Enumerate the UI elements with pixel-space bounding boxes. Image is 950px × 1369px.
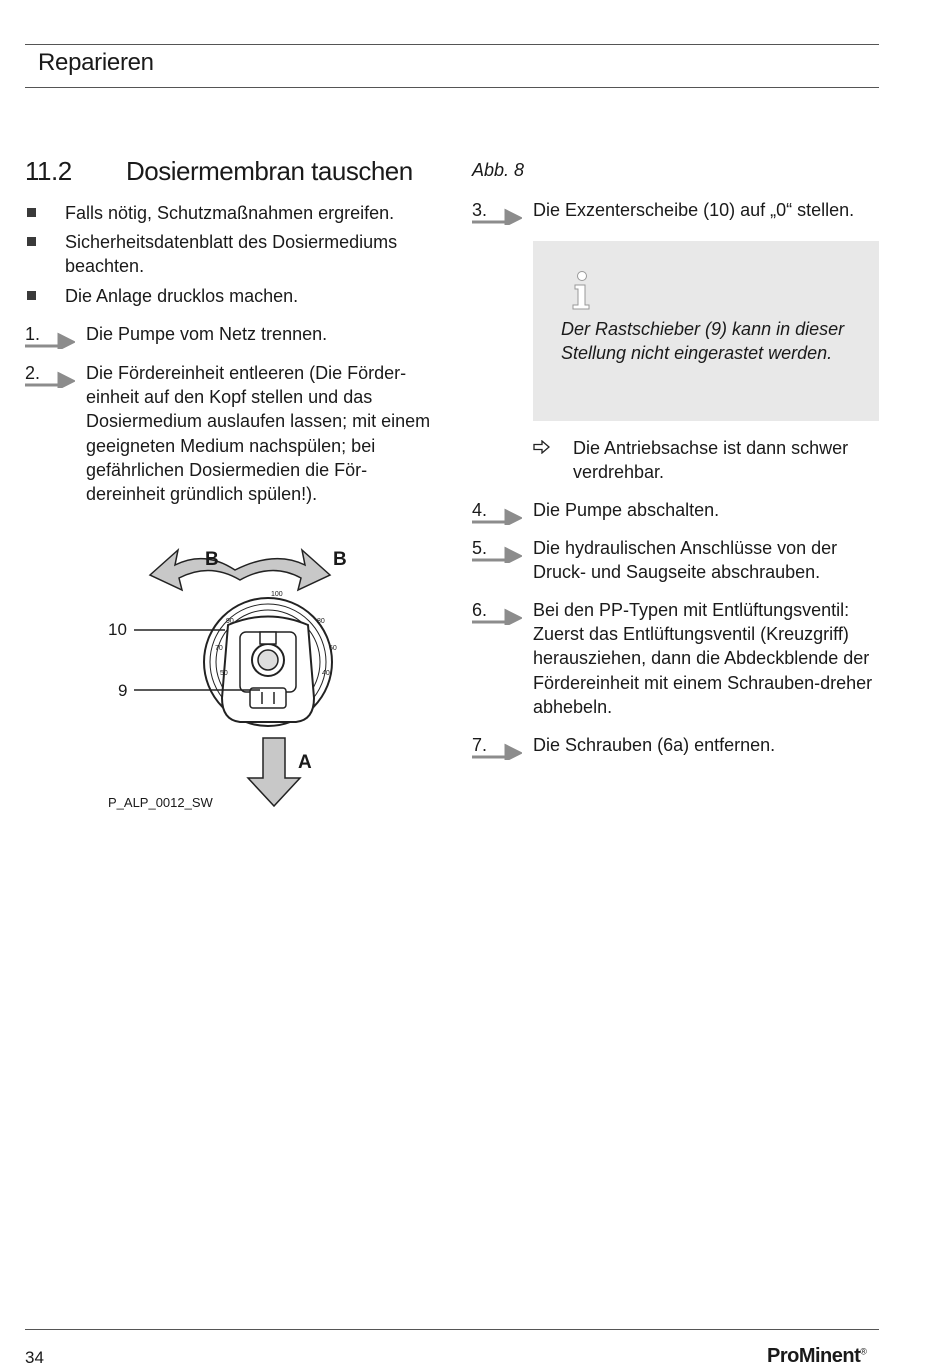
step-arrow-icon (472, 736, 522, 760)
step-arrow-icon (25, 325, 75, 349)
label-9: 9 (118, 681, 128, 700)
page-number: 34 (25, 1348, 44, 1367)
label-10: 10 (108, 620, 127, 639)
step-number: 5. (472, 538, 488, 558)
section-title: Dosiermembran tauschen (126, 156, 413, 186)
dial-mark: 90 (226, 618, 234, 625)
brand-logo-pro: Pro (767, 1345, 799, 1367)
header-rule-bottom (25, 87, 879, 88)
step-text: Die Schrauben (6a) entfernen. (533, 735, 776, 755)
info-text: Der Rastschieber (9) kann in dieser Stellung nicht eingerastet werden. (561, 319, 845, 364)
brand-logo (767, 1345, 866, 1368)
prerequisite-text: Falls nötig, Schutzmaßnahmen ergreifen. (65, 203, 395, 223)
footer-rule (25, 1329, 879, 1330)
prerequisite-text: Die Anlage drucklos machen. (65, 286, 299, 306)
brand-logo-reg: ® (860, 1346, 867, 1357)
step-text: Die Pumpe abschalten. (533, 500, 720, 520)
result-text: Die Antriebsachse ist dann schwer verdrehbar. (573, 438, 849, 483)
dial-mark: 70 (215, 645, 223, 652)
step-number: 1. (25, 324, 41, 344)
step-arrow-icon (472, 539, 522, 563)
label-b-left: B (205, 549, 219, 570)
figure-reference: Abb. 8 (472, 160, 525, 180)
step-text: Die Pumpe vom Netz trennen. (86, 324, 328, 344)
label-a: A (298, 752, 312, 773)
step-arrow-icon (472, 601, 522, 625)
dial-mark: 50 (220, 670, 228, 677)
dial-mark: 60 (329, 645, 337, 652)
figure-pump-dial (100, 520, 360, 815)
section-number: 11.2 (25, 156, 72, 186)
step-text: Bei den PP-Typen mit Entlüftungsventil: Zuerst das Entlüftungsventil (Kreuzgriff) herausziehen, dann die Abdeckblende der Fördereinheit mit einem Schrauben-dreher abhebeln. (533, 600, 873, 717)
brand-logo-minent: Minent (798, 1345, 861, 1367)
step-number: 2. (25, 363, 41, 383)
bullet-square-icon (27, 291, 36, 300)
figure-caption: P_ALP_0012_SW (108, 795, 213, 810)
step-arrow-icon (472, 501, 522, 525)
step-text: Die Exzenterscheibe (10) auf „0“ stellen. (533, 200, 855, 220)
bullet-square-icon (27, 237, 36, 246)
chapter-title: Reparieren (38, 49, 154, 76)
step-number: 6. (472, 600, 488, 620)
step-text: Die Fördereinheit entleeren (Die Förder-einheit auf den Kopf stellen und das Dosiermedium auslaufen lassen; mit einem geeigneten Medium nachspülen; bei gefährlichen Dosiermedien die För-dereinheit gründlich spülen!). (86, 363, 431, 505)
result-arrow-icon (533, 440, 551, 454)
label-b-right: B (333, 549, 347, 570)
step-number: 3. (472, 200, 488, 220)
dial-mark: 40 (322, 670, 330, 677)
bullet-square-icon (27, 208, 36, 217)
info-icon (570, 271, 594, 311)
step-number: 4. (472, 500, 488, 520)
info-note (533, 241, 879, 421)
pump-dial-drawing (100, 520, 360, 810)
dial-mark: 100 (271, 591, 283, 598)
header-rule-top (25, 44, 879, 45)
step-arrow-icon (472, 201, 522, 225)
step-text: Die hydraulischen Anschlüsse von der Druck- und Saugseite abschrauben. (533, 538, 838, 583)
dial-mark: 80 (317, 618, 325, 625)
step-number: 7. (472, 735, 488, 755)
prerequisite-text: Sicherheitsdatenblatt des Dosiermediums beachten. (65, 232, 398, 277)
step-arrow-icon (25, 364, 75, 388)
